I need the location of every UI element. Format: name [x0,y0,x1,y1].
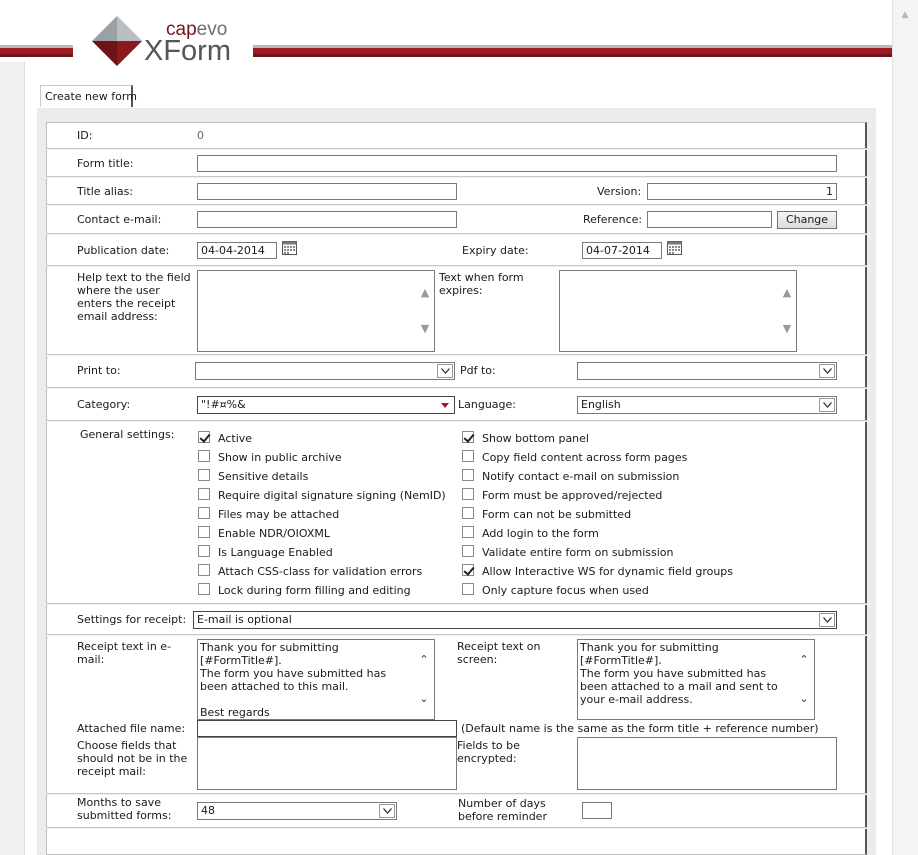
row-divider [46,265,867,266]
header-bar-right [253,45,892,57]
settings-for-receipt-label: Settings for receipt: [77,613,187,626]
form-title-input[interactable] [197,155,837,172]
setting-option-label: Show in public archive [218,451,342,464]
receipt-screen-text: Thank you for submitting [#FormTitle#]. The form you have submitted has been attached to a mail and sent to your e-mail address. [580,641,778,706]
expiry-date-label: Expiry date: [462,244,529,257]
receipt-screen-text-label: Receipt text on screen: [457,640,541,666]
setting-option-label: Copy field content across form pages [482,451,688,464]
row-divider [46,148,867,149]
attached-file-label: Attached file name: [77,722,186,735]
checkbox[interactable] [198,564,210,576]
category-value: "!#¤%& [201,398,246,411]
calendar-icon[interactable] [282,241,297,255]
scroll-down-icon[interactable]: ▼ [420,322,430,335]
checkbox[interactable] [198,450,210,462]
pdf-to-label: Pdf to: [460,364,496,377]
title-alias-label: Title alias: [77,185,134,198]
language-value: English [581,398,621,411]
setting-option-label: Validate entire form on submission [482,546,674,559]
row-divider [46,603,867,604]
chevron-down-icon[interactable] [819,364,835,378]
reference-input[interactable] [647,211,772,228]
brand-xform: XForm [144,35,231,67]
reference-label: Reference: [583,213,643,226]
print-to-label: Print to: [77,364,121,377]
help-text-label: Help text to the field where the user enters the receipt email address: [77,271,191,323]
calendar-icon[interactable] [667,241,682,255]
textarea-scrollbar[interactable] [416,271,434,351]
receipt-email-text-label: Receipt text in e-mail: [77,640,172,666]
attached-file-input[interactable] [197,720,457,737]
textarea-scrollbar[interactable] [415,640,433,719]
id-label: ID: [77,129,93,142]
reminder-days-input[interactable] [582,802,612,819]
checkbox-checked[interactable] [462,431,474,443]
version-label: Version: [597,185,642,198]
exclude-fields-label: Choose fields that should not be in the receipt mail: [77,739,188,778]
reminder-days-label: Number of days before reminder [458,797,547,823]
exclude-fields-list[interactable] [197,737,457,790]
months-to-save-value: 48 [201,804,215,817]
id-value: 0 [197,129,204,142]
expires-text-label: Text when form expires: [439,271,524,297]
textarea-scrollbar[interactable] [778,271,796,351]
settings-for-receipt-value: E-mail is optional [197,613,292,626]
checkbox[interactable] [198,545,210,557]
checkbox[interactable] [462,507,474,519]
receipt-screen-textarea[interactable] [577,639,815,720]
tab-create-new-form[interactable] [40,85,137,107]
scrollbar-up-icon[interactable]: ▲ [901,10,909,20]
contact-email-label: Contact e-mail: [77,213,162,226]
tab-label: Create new form [45,90,137,103]
general-settings-label: General settings: [80,428,175,441]
setting-option-label: Notify contact e-mail on submission [482,470,680,483]
encrypted-fields-label: Fields to be encrypted: [457,739,520,765]
expires-text-textarea[interactable] [559,270,797,352]
row-divider [46,387,867,388]
caret-down-icon[interactable] [437,398,453,412]
category-label: Category: [77,398,131,411]
scroll-up-icon[interactable]: ⌃ [419,653,429,666]
attached-file-hint: (Default name is the same as the form title + reference number) [461,722,819,735]
left-panel-shade [0,62,25,855]
checkbox[interactable] [198,488,210,500]
capevo-logo-icon [92,16,142,66]
right-scrollbar-track[interactable] [892,0,918,855]
publication-date-label: Publication date: [77,244,170,257]
scroll-down-icon[interactable]: ▼ [782,322,792,335]
checkbox[interactable] [462,583,474,595]
row-divider [46,204,867,205]
setting-option-label: Allow Interactive WS for dynamic field groups [482,565,734,578]
chevron-down-icon[interactable] [819,613,835,627]
title-alias-input[interactable] [197,183,457,200]
setting-option-label: Only capture focus when used [482,584,649,597]
publication-date-input[interactable]: 04-04-2014 [197,242,277,259]
print-to-select[interactable] [195,362,455,380]
form-title-label: Form title: [77,157,134,170]
row-divider [46,827,867,828]
receipt-email-textarea[interactable] [197,639,435,720]
row-divider [46,420,867,421]
setting-option-label: Add login to the form [482,527,599,540]
setting-option-label: Attach CSS-class for validation errors [218,565,423,578]
chevron-down-icon[interactable] [819,398,835,412]
scroll-down-icon[interactable]: ⌄ [799,692,809,705]
header [0,0,892,66]
language-select[interactable] [577,396,837,414]
change-button[interactable]: Change [777,211,837,229]
setting-option-label: Enable NDR/OIOXML [218,527,331,540]
scroll-up-icon[interactable]: ▲ [782,286,792,299]
receipt-email-text: Thank you for submitting [#FormTitle#]. The form you have submitted has been attached to this mail. Best regards [200,641,387,719]
expiry-date-input[interactable]: 04-07-2014 [582,242,662,259]
contact-email-input[interactable] [197,211,457,228]
checkbox-checked[interactable] [462,564,474,576]
months-to-save-select[interactable] [197,802,397,820]
encrypted-fields-list[interactable] [577,737,837,790]
checkbox[interactable] [462,488,474,500]
checkbox[interactable] [462,545,474,557]
scroll-up-icon[interactable]: ⌃ [799,653,809,666]
row-divider [46,793,867,794]
row-divider [46,233,867,234]
chevron-down-icon[interactable] [437,364,453,378]
scroll-up-icon[interactable]: ▲ [420,286,430,299]
help-text-textarea[interactable] [197,270,435,352]
brand-evo: evo [196,19,228,40]
pdf-to-select[interactable] [577,362,837,380]
header-bar-left [0,45,73,57]
textarea-scrollbar[interactable] [795,640,813,719]
setting-option-label: Show bottom panel [482,432,589,445]
checkbox[interactable] [198,583,210,595]
version-input[interactable]: 1 [647,183,837,200]
checkbox[interactable] [198,526,210,538]
row-divider [46,634,867,635]
brand-cap: capevo [166,19,228,40]
language-label: Language: [458,398,516,411]
checkbox[interactable] [462,450,474,462]
checkbox[interactable] [462,469,474,481]
checkbox-checked[interactable] [198,431,210,443]
row-divider [46,176,867,177]
months-to-save-label: Months to save submitted forms: [77,796,172,822]
checkbox[interactable] [198,507,210,519]
checkbox[interactable] [462,526,474,538]
scroll-down-icon[interactable]: ⌄ [419,692,429,705]
setting-option-label: Sensitive details [218,470,309,483]
setting-option-label: Form must be approved/rejected [482,489,663,502]
setting-option-label: Lock during form filling and editing [218,584,411,597]
setting-option-label: Form can not be submitted [482,508,632,521]
setting-option-label: Is Language Enabled [218,546,333,559]
category-select[interactable] [197,396,455,414]
chevron-down-icon[interactable] [379,804,395,818]
setting-option-label: Require digital signature signing (NemID) [218,489,446,502]
setting-option-label: Files may be attached [218,508,340,521]
row-divider [46,354,867,355]
checkbox[interactable] [198,469,210,481]
settings-for-receipt-select[interactable] [193,611,837,629]
setting-option-label: Active [218,432,253,445]
